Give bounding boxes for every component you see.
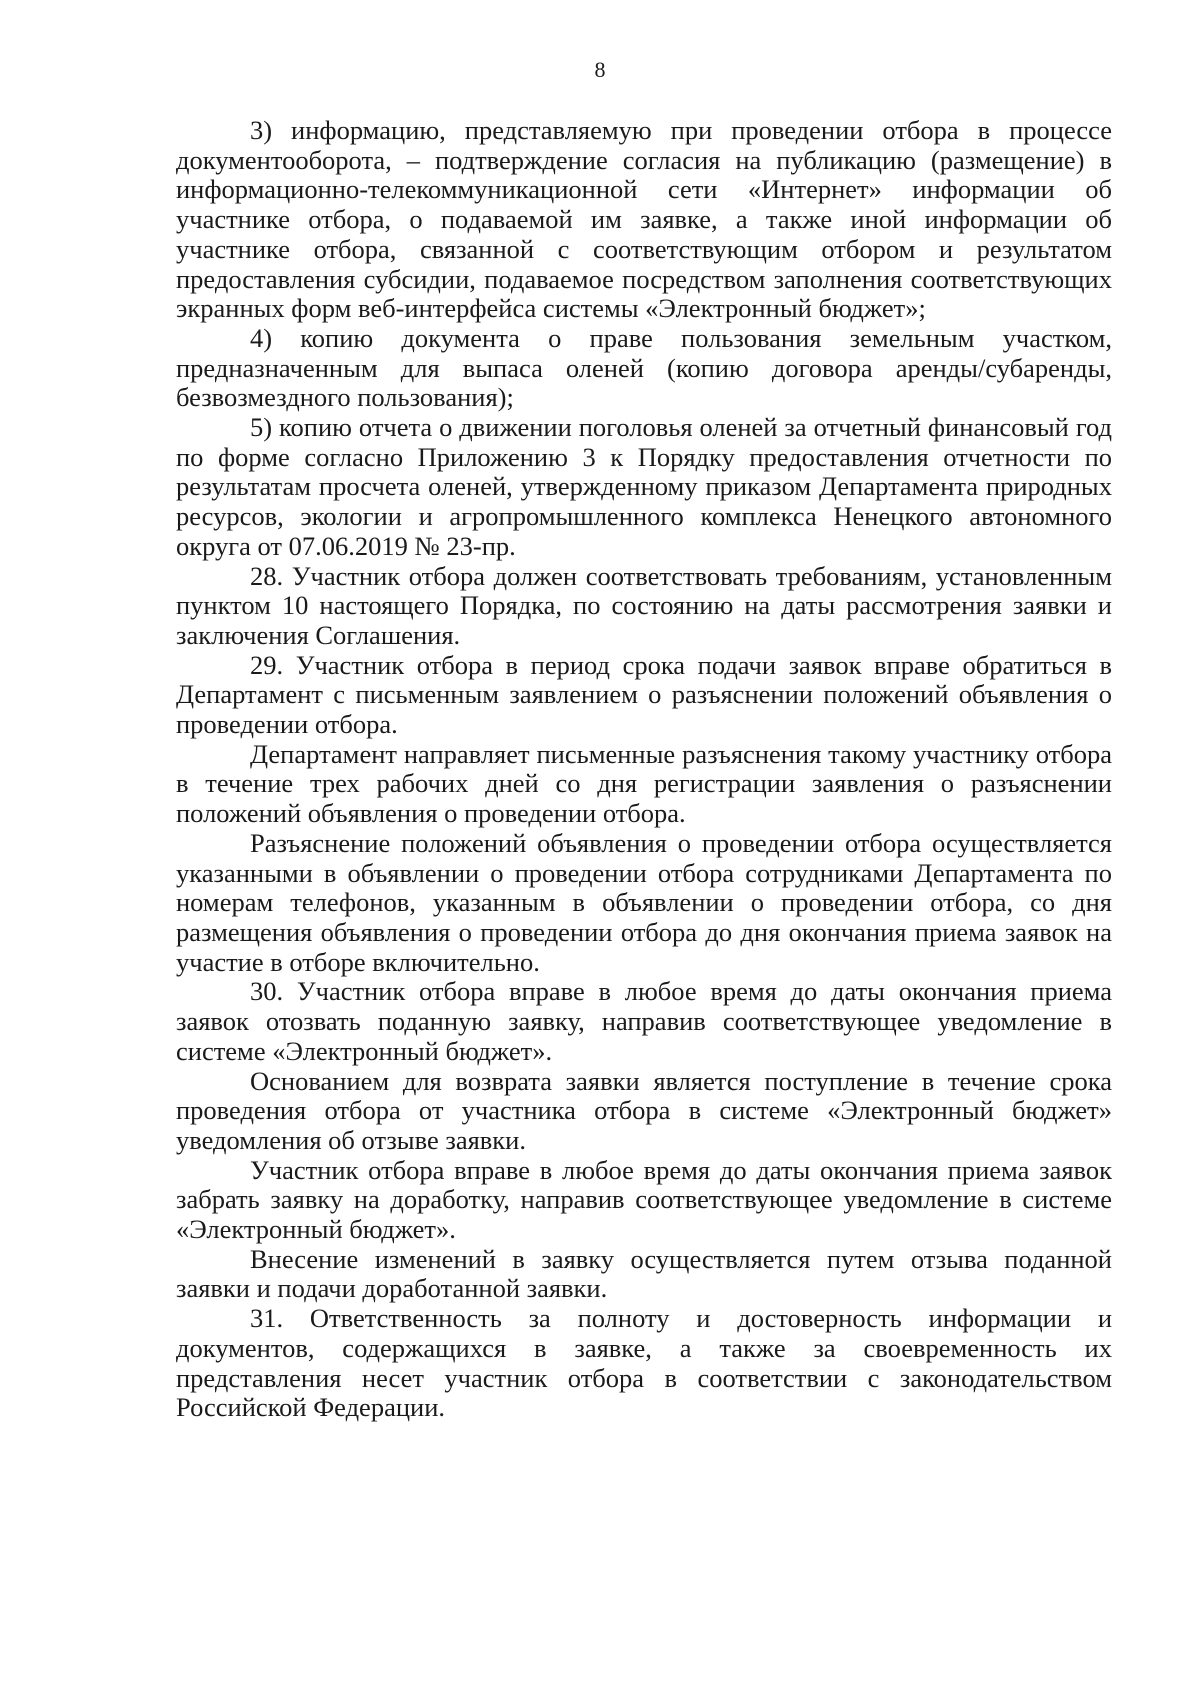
- paragraph-clause-30: 30. Участник отбора вправе в любое время до даты окончания приема заявок отозвать поданную заявку, направив соответствующее уведомление в системе «Электронный бюджет».: [176, 976, 1112, 1066]
- paragraph-revision-request: Участник отбора вправе в любое время до даты окончания приема заявок забрать заявку на доработку, направив соответствующее уведомление в системе «Электронный бюджет».: [176, 1154, 1112, 1245]
- paragraph-clause-31: 31. Ответственность за полноту и достоверность информации и документов, содержащихся в заявке, а также за своевременность их представления несет участник отбора в соответствии с законодательством Российской Федерации.: [176, 1303, 1112, 1423]
- document-body: [176, 116, 1112, 1423]
- paragraph-clause-28: 28. Участник отбора должен соответствовать требованиям, установленным пунктом 10 настоящего Порядка, по состоянию на даты рассмотрения заявки и заключения Соглашения.: [176, 560, 1112, 650]
- paragraph-amendments: Внесение изменений в заявку осуществляется путем отзыва поданной заявки и подачи доработанной заявки.: [176, 1243, 1112, 1304]
- paragraph-item-3: 3) информацию, представляемую при проведении отбора в процессе документооборота, – подтверждение согласия на публикацию (размещение) в информационно-телекоммуникационной сети «Интернет» информации об участнике отбора, о подаваемой им заявке, а также иной информации об участнике отбора, связанной с соответствующим отбором и результатом предоставления субсидии, подаваемое посредством заполнения соответствующих экранных форм веб-интерфейса системы «Электронный бюджет»;: [176, 115, 1112, 324]
- paragraph-return-basis: Основанием для возврата заявки является поступление в течение срока проведения отбора от участника отбора в системе «Электронный бюджет» уведомления об отзыве заявки.: [176, 1065, 1112, 1155]
- paragraph-item-4: 4) копию документа о праве пользования земельным участком, предназначенным для выпаса оленей (копию договора аренды/субаренды, безвозмездного пользования);: [176, 322, 1112, 413]
- page-number: 8: [594, 57, 606, 82]
- paragraph-clause-29: 29. Участник отбора в период срока подачи заявок вправе обратиться в Департамент с письменным заявлением о разъяснении положений объявления о проведении отбора.: [176, 649, 1112, 740]
- paragraph-clarification-method: Разъяснение положений объявления о проведении отбора осуществляется указанными в объявлении о проведении отбора сотрудниками Департамента по номерам телефонов, указанным в объявлении о проведении отбора, со дня размещения объявления о проведении отбора до дня окончания приема заявок на участие в отборе включительно.: [176, 827, 1112, 977]
- paragraph-clarification-timing: Департамент направляет письменные разъяснения такому участнику отбора в течение трех рабочих дней со дня регистрации заявления о разъяснении положений объявления о проведении отбора.: [176, 738, 1112, 829]
- paragraph-item-5: 5) копию отчета о движении поголовья оленей за отчетный финансовый год по форме согласно Приложению 3 к Порядку предоставления отчетности по результатам просчета оленей, утвержденному приказом Департамента природных ресурсов, экологии и агропромышленного комплекса Ненецкого автономного округа от 07.06.2019 № 23-пр.: [176, 412, 1112, 561]
